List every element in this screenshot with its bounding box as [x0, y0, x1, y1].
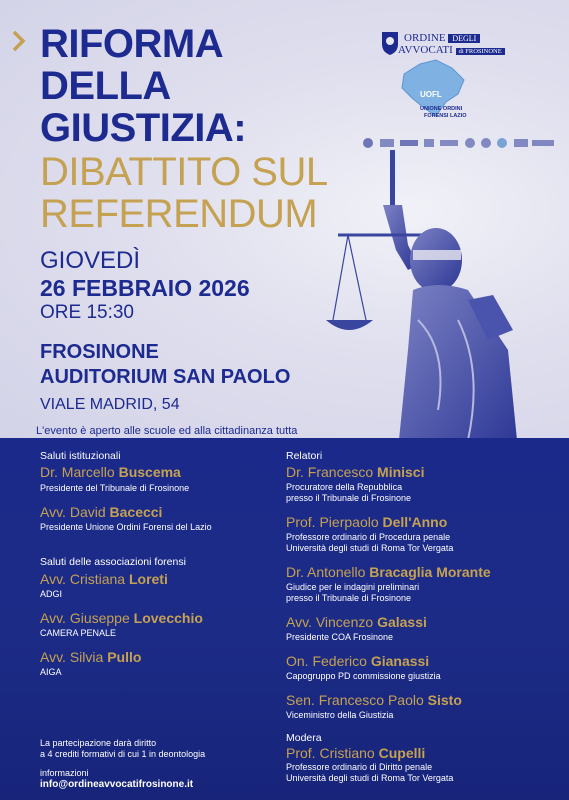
title-line-2: DELLA: [40, 64, 171, 108]
role-bacecci: Presidente Unione Ordini Forensi del Lazio: [40, 522, 212, 532]
avvocati-label: AVVOCATI: [398, 44, 453, 56]
role-dellanno-2: Università degli studi di Roma Tor Vergata: [286, 543, 454, 553]
uofl-label: UOFL: [420, 90, 442, 99]
event-note: L'evento è aperto alle scuole ed alla cittadinanza tutta: [36, 425, 298, 437]
speaker-bacecci: Avv. David Bacecci: [40, 504, 163, 520]
ordine-degli: DEGLI: [448, 34, 480, 43]
modera-heading: Modera: [286, 732, 322, 744]
speaker-sisto: Sen. Francesco Paolo Sisto: [286, 692, 462, 708]
speaker-minisci: Dr. Francesco Minisci: [286, 464, 425, 480]
uofl-line-1: UNIONE ORDINI: [420, 106, 463, 112]
chevron-right-icon: [12, 30, 26, 52]
role-minisci-1: Procuratore della Repubblica: [286, 482, 403, 492]
ordine-label: ORDINE: [404, 32, 446, 44]
speaker-loreti: Avv. Cristiana Loreti: [40, 571, 168, 587]
role-gianassi: Capogruppo PD commissione giustizia: [286, 671, 441, 681]
saluti-associazioni-heading: Saluti delle associazioni forensi: [40, 556, 186, 568]
crest-icon: [380, 30, 400, 56]
role-loreti: ADGI: [40, 589, 63, 599]
speaker-gianassi: On. Federico Gianassi: [286, 653, 430, 669]
sponsor-logos: [360, 136, 560, 148]
event-venue: AUDITORIUM SAN PAOLO: [40, 366, 291, 388]
title-line-3: GIUSTIZIA:: [40, 106, 247, 150]
role-galassi: Presidente COA Frosinone: [286, 632, 394, 642]
footer: [40, 738, 205, 790]
credits-line-1: La partecipazione darà diritto: [40, 738, 157, 748]
speaker-galassi: Avv. Vincenzo Galassi: [286, 614, 427, 630]
role-dellanno-1: Professore ordinario di Procedura penale: [286, 532, 451, 542]
role-bracaglia-1: Giudice per le indagini preliminari: [286, 582, 420, 592]
role-cupelli-2: Università degli studi di Roma Tor Vergata: [286, 773, 454, 783]
speaker-lovecchio: Avv. Giuseppe Lovecchio: [40, 610, 203, 626]
credits-line-2: a 4 crediti formativi di cui 1 in deontologia: [40, 749, 206, 759]
event-date: 26 FEBBRAIO 2026: [40, 275, 250, 301]
speaker-pullo: Avv. Silvia Pullo: [40, 649, 142, 665]
saluti-istituzionali-heading: Saluti istituzionali: [40, 450, 121, 462]
role-pullo: AIGA: [40, 667, 62, 677]
speaker-cupelli: Prof. Cristiano Cupelli: [286, 745, 426, 761]
title-line-1: RIFORMA: [40, 22, 224, 66]
title-line-5: REFERENDUM: [40, 192, 318, 236]
role-buscema: Presidente del Tribunale di Frosinone: [40, 483, 190, 493]
sponsor-logos-icon: [360, 137, 560, 149]
role-bracaglia-2: presso il Tribunale di Frosinone: [286, 593, 412, 603]
title-line-4: DIBATTITO SUL: [40, 150, 328, 194]
justice-statue-icon: [318, 150, 568, 450]
event-address: VIALE MADRID, 54: [40, 396, 180, 413]
event-weekday: GIOVEDÌ: [40, 247, 141, 274]
info-email-link[interactable]: info@ordineavvocatifrosinone.it: [40, 779, 194, 790]
speaker-dellanno: Prof. Pierpaolo Dell'Anno: [286, 514, 448, 530]
event-time: ORE 15:30: [40, 302, 134, 323]
event-city: FROSINONE: [40, 341, 159, 363]
role-lovecchio: CAMERA PENALE: [40, 628, 117, 638]
speaker-buscema: Dr. Marcello Buscema: [40, 464, 181, 480]
ordine-di: di FROSINONE: [456, 48, 505, 55]
role-sisto: Viceministro della Giustizia: [286, 710, 394, 720]
role-cupelli-1: Professore ordinario di Diritto penale: [286, 762, 433, 772]
uofl-line-2: FORENSI LAZIO: [424, 113, 467, 119]
role-minisci-2: presso il Tribunale di Frosinone: [286, 493, 412, 503]
speaker-bracaglia: Dr. Antonello Bracaglia Morante: [286, 564, 491, 580]
relatori-heading: Relatori: [286, 450, 323, 462]
info-label: informazioni: [40, 768, 89, 778]
